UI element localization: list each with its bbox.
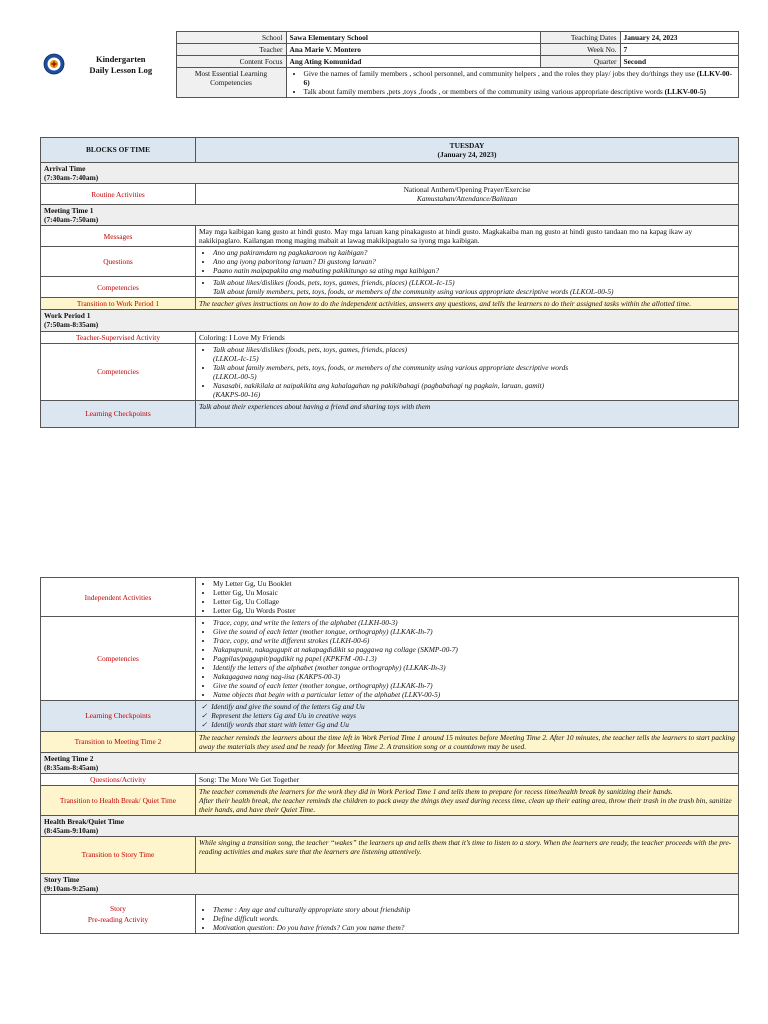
competencies-label: Competencies	[41, 277, 196, 298]
checkpoint-item: ✓ Identify words that start with letter Gg and Uu	[201, 720, 735, 729]
transition-story-time-label: Transition to Story Time	[41, 836, 196, 873]
checkpoint-item: ✓ Identify and give the sound of the letters Gg and Uu	[201, 702, 735, 711]
question-item: • Ano ang iyong paboritong laruan? Di gustong laruan?	[213, 257, 735, 266]
questions-activity-label: Questions/Activity	[41, 773, 196, 785]
pre-reading-item: • Theme : Any age and culturally appropriate story about friendship	[213, 905, 735, 914]
dates-value: January 24, 2023	[620, 32, 738, 44]
activity-item: • My Letter Gg, Uu Booklet	[213, 579, 735, 588]
title-line-1: Kindergarten	[95, 53, 146, 64]
competency-item: • Pagpilas/paggupit/pagdikit ng papel (KPKFM -00-1.3)	[213, 654, 735, 663]
quarter-label: Quarter	[540, 56, 620, 68]
meeting-time-2-block: Meeting Time 2 (8:35am-8:45am)	[41, 752, 739, 773]
competency-item: • Talk about likes/dislikes (foods, pets, toys, games, friends, places) (LLKOL-Ic-15)	[213, 278, 735, 287]
transition-work-period-1-content: The teacher gives instructions on how to do the independent activities, answers any questions, and tells the learners to do their assigned tasks within the allotted time.	[196, 298, 739, 310]
week-label: Week No.	[540, 44, 620, 56]
activity-item: • Letter Gg, Uu Collage	[213, 597, 735, 606]
mel-item: • Give the names of family members , school personnel, and community helpers , and the roles they play/ jobs they do/things they use (LLKV-00-6)	[304, 69, 735, 87]
competencies-content	[196, 277, 739, 298]
activity-item: • Letter Gg, Uu Mosaic	[213, 588, 735, 597]
pre-reading-content	[196, 894, 739, 933]
pre-reading-item: • Motivation question: Do you have friends? Can you name them?	[213, 923, 735, 932]
work-period-1-block: Work Period 1 (7:50am-8:35am)	[41, 310, 739, 331]
lesson-log-header	[40, 31, 738, 98]
competency-item: • Trace, copy, and write the letters of the alphabet (LLKH-00-3)	[213, 618, 735, 627]
question-item: • Ano ang pakiramdam ng pagkakaroon ng kaibigan?	[213, 248, 735, 257]
schedule-table-part-1	[40, 137, 738, 428]
checkpoint-item: ✓ Represent the letters Gg and Uu in creative ways	[201, 711, 735, 720]
pre-reading-item: • Define difficult words.	[213, 914, 735, 923]
competencies-label: Competencies	[41, 617, 196, 701]
competency-item: • Talk about likes/dislikes (foods, pets, toys, games, friends, places) (LLKOL-Ic-15)	[213, 345, 735, 363]
routine-content: National Anthem/Opening Prayer/Exercise Kamustahan/Attendance/Balitaan	[196, 184, 739, 205]
competencies-content	[196, 617, 739, 701]
transition-work-period-1-label: Transition to Work Period 1	[41, 298, 196, 310]
independent-activities-content	[196, 578, 739, 617]
content-focus-label: Content Focus	[176, 56, 286, 68]
transition-meeting-time-2-content: The teacher reminds the learners about the time left in Work Period Time 1 around 15 minutes before Meeting Time 2. After 10 minutes, the teacher tells the learners to start packing away the materials they used and be ready for Meeting Time 2. A transition song or a countdown may be used.	[196, 731, 739, 752]
blocks-of-time-header: BLOCKS OF TIME	[41, 138, 196, 163]
mel-label: Most Essential Learning Competencies	[176, 68, 286, 98]
deped-seal-logo	[40, 32, 66, 98]
teacher-value: Ana Marie V. Montero	[286, 44, 540, 56]
competency-item: • Identify the letters of the alphabet (mother tongue orthography) (LLKAK-Ih-3)	[213, 663, 735, 672]
competency-item: • Nakagagawa nang nag-iisa (KAKPS-00-3)	[213, 672, 735, 681]
story-label: Story Pre-reading Activity	[41, 894, 196, 933]
competency-item: • Nasasabi, nakikilala at naipakikita ang kahalagahan ng pakikibahagi (pagbabahagi ng pagkain, laruan, gamit) (KAKPS-00-16)	[213, 381, 735, 399]
content-focus-value: Ang Ating Komunidad	[286, 56, 540, 68]
questions-content	[196, 247, 739, 277]
competency-item: • Name objects that begin with a particular letter of the alphabet (LLKV-00-5)	[213, 690, 735, 699]
transition-health-break-content: The teacher commends the learners for the work they did in Work Period Time 1 and tells them to prepare for recess time/health break by sanitizing their hands. After their health break, the teacher reminds the children to pack away the things they used during recess time, clean up their eating area, throw their trash in the trash bin, sanitize their hands, and have their Quiet Time.	[196, 785, 739, 815]
quarter-value: Second	[620, 56, 738, 68]
learning-checkpoints-content	[196, 701, 739, 731]
routine-label: Routine Activities	[41, 184, 196, 205]
competency-item: • Talk about family members, pets, toys, foods, or members of the community using various appropriate descriptive words (LLKOL-00-5)	[213, 363, 735, 381]
competency-item: • Give the sound of each letter (mother tongue, orthography) (LLKAK-Ih-7)	[213, 681, 735, 690]
learning-checkpoints-content: Talk about their experiences about having a friend and sharing toys with them	[196, 400, 739, 427]
questions-label: Questions	[41, 247, 196, 277]
question-item: • Paano natin maipapakita ang mabuting pakikitungo sa ating mga kaibigan?	[213, 266, 735, 275]
mel-item: • Talk about family members ,pets ,toys ,foods , or members of the community using various appropriate descriptive words (LLKV-00-5)	[304, 87, 735, 96]
transition-health-break-label: Transition to Health Break/ Quiet Time	[41, 785, 196, 815]
week-value: 7	[620, 44, 738, 56]
schedule-table-part-2	[40, 577, 738, 934]
school-value: Sawa Elementary School	[286, 32, 540, 44]
competency-item: Talk about family members, pets, toys, foods, or members of the community using various appropriate descriptive words (LLKOL-00-5)	[213, 287, 614, 297]
pre-reading-label: Pre-reading Activity	[87, 914, 149, 924]
competencies-content	[196, 343, 739, 400]
learning-checkpoints-label: Learning Checkpoints	[41, 400, 196, 427]
questions-activity-content: Song: The More We Get Together	[196, 773, 739, 785]
teacher-supervised-label: Teacher-Supervised Activity	[41, 331, 196, 343]
transition-story-time-content: While singing a transition song, the teacher “wakes” the learners up and tells them that it’s time to listen to a story. When the learners are ready, the teacher proceeds with the pre-reading activities and makes sure that the learners are listening attentively.	[196, 836, 739, 873]
dates-label: Teaching Dates	[540, 32, 620, 44]
mel-list	[286, 68, 738, 98]
story-time-block: Story Time (9:10am-9:25am)	[41, 873, 739, 894]
teacher-label: Teacher	[176, 44, 286, 56]
school-label: School	[176, 32, 286, 44]
competency-item: • Give the sound of each letter (mother tongue, orthography) (LLKAK-Ih-7)	[213, 627, 735, 636]
learning-checkpoints-label: Learning Checkpoints	[41, 701, 196, 731]
meeting-time-1-block: Meeting Time 1 (7:40am-7:50am)	[41, 205, 739, 226]
day-header: TUESDAY (January 24, 2023)	[196, 138, 739, 163]
transition-meeting-time-2-label: Transition to Meeting Time 2	[41, 731, 196, 752]
messages-content: May mga kaibigan kang gusto at hindi gusto. May mga laruan kang pinakagusto at hindi gusto. Magkakaiba man ng gusto at hindi gusto tandaan mo na kapag ikaw ay nakikipaglaro. Kailangan mong maging mabait at lawag makikipagtalo sa iyong mga kaibigan.	[196, 226, 739, 247]
messages-label: Messages	[41, 226, 196, 247]
title-line-2: Daily Lesson Log	[89, 64, 153, 75]
document-title	[66, 32, 176, 98]
activity-item: • Letter Gg, Uu Words Poster	[213, 606, 735, 615]
competency-item: • Nakapupunit, nakagugupit at nakapagdidikit sa paggawa ng collage (SKMP-00-7)	[213, 645, 735, 654]
health-break-block: Health Break/Quiet Time (8:45am-9:10am)	[41, 815, 739, 836]
teacher-supervised-content: Coloring: I Love My Friends	[196, 331, 739, 343]
arrival-time-block: Arrival Time (7:30am-7:40am)	[41, 163, 739, 184]
competencies-label: Competencies	[41, 343, 196, 400]
competency-item: • Trace, copy, and write different strokes (LLKH-00-6)	[213, 636, 735, 645]
independent-activities-label: Independent Activities	[41, 578, 196, 617]
